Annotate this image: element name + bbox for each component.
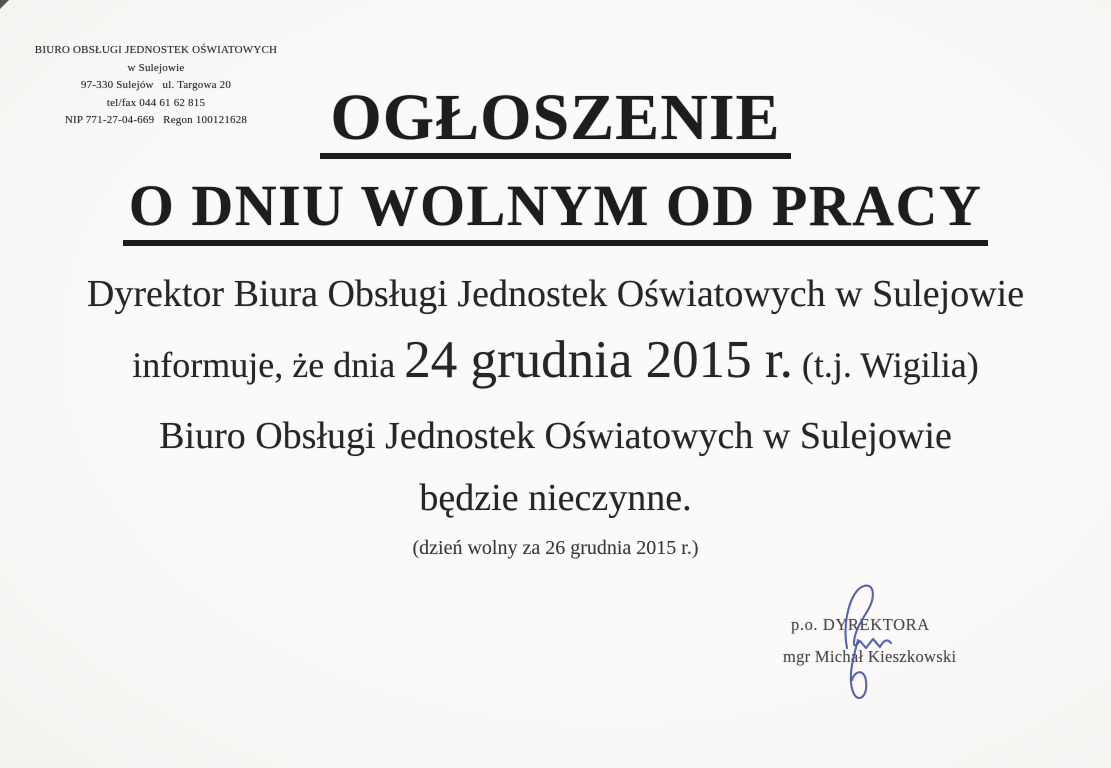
handwritten-signature-scribble (830, 580, 904, 710)
letterhead-phone: tel/fax 044 61 62 815 (106, 96, 206, 109)
letterhead-nip-regon: NIP 771-27-04-669 Regon 100121628 (64, 114, 248, 126)
body-line-office: Biuro Obsługi Jednostek Oświatowych w Sulejowie (159, 415, 952, 457)
announcement-subtitle-row (0, 173, 1111, 246)
body-line-date (0, 330, 1111, 391)
date-emphasis: 24 grudnia 2015 r. (404, 331, 793, 389)
announcement-title-row (0, 81, 1111, 159)
letterhead-city: w Sulejowie (127, 61, 185, 74)
signature-role: p.o. DYREKTORA (791, 615, 930, 634)
letterhead-address: 97-330 Sulejów ul. Targowa 20 (80, 79, 232, 91)
body-date-prefix: informuje, że dnia (132, 345, 405, 385)
letterhead-org-name: BIURO OBSŁUGI JEDNOSTEK OŚWIATOWYCH (34, 44, 278, 56)
announcement-subtitle: O DNIU WOLNYM OD PRACY (123, 176, 989, 246)
note-day-off: (dzień wolny za 26 grudnia 2015 r.) (412, 537, 699, 559)
body-line-director: Dyrektor Biura Obsługi Jednostek Oświatowych w Sulejowie (86, 273, 1025, 315)
body-line-closed: będzie nieczynne. (419, 477, 692, 519)
scan-corner-artifact (0, 0, 9, 9)
body-date-suffix: (t.j. Wigilia) (792, 345, 979, 385)
announcement-title: OGŁOSZENIE (320, 84, 790, 159)
signature-name: mgr Michał Kieszkowski (783, 647, 957, 666)
